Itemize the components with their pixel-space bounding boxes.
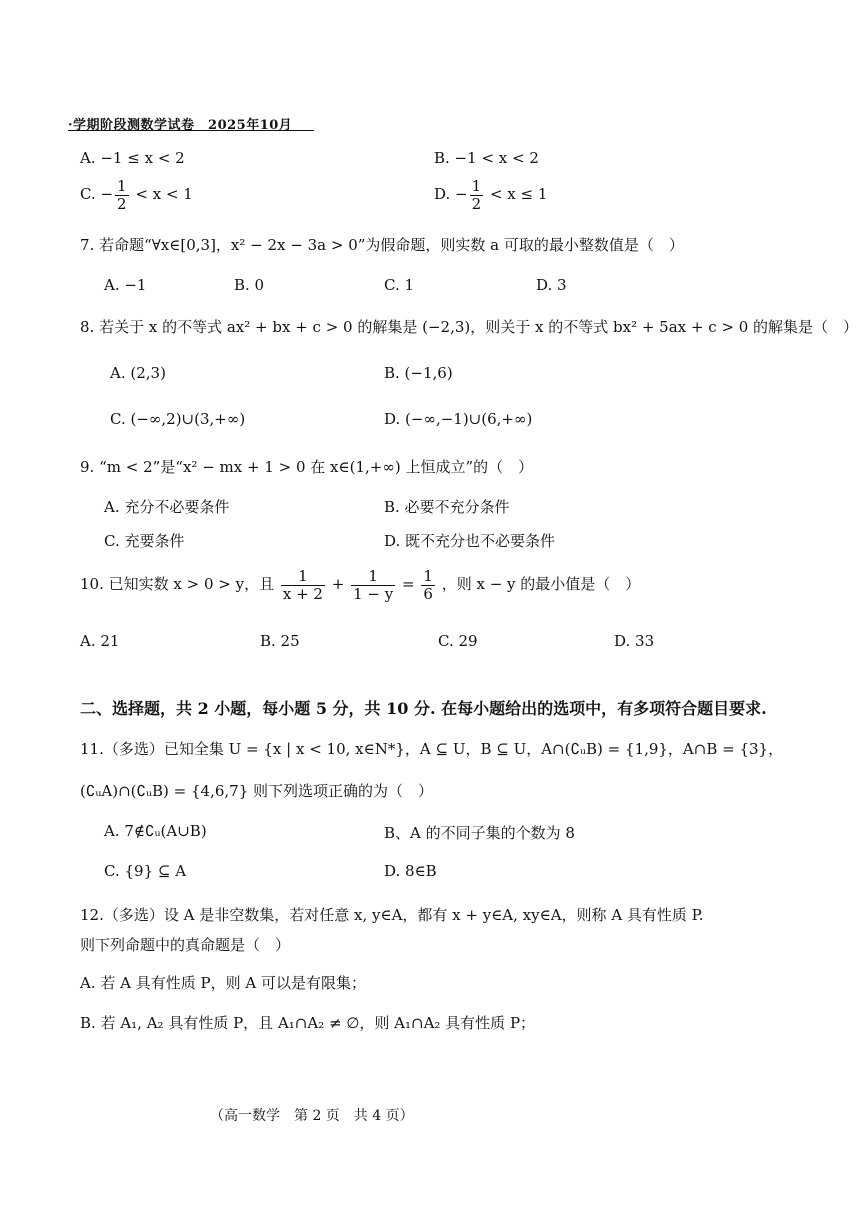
q7-option-a: A. −1	[104, 276, 147, 294]
q10-option-d: D. 33	[614, 632, 655, 650]
q10-option-c: C. 29	[438, 632, 478, 650]
q10-fraction-1	[281, 568, 325, 602]
q9-stem: 9. “m < 2”是“x² − mx + 1 > 0 在 x∈(1,+∞) 上恒成立”的（ ）	[80, 458, 534, 476]
q7-option-b: B. 0	[234, 276, 265, 294]
page-footer: （高一数学 第 2 页 共 4 页）	[210, 1108, 414, 1124]
q10-stem-suffix: ，则 x − y 的最小值是（ ）	[441, 575, 641, 593]
q7-option-c: C. 1	[384, 276, 415, 294]
q10-f3-denominator: 6	[423, 584, 433, 603]
q10-f3-numerator: 1	[423, 567, 433, 585]
q6-option-d	[434, 178, 547, 212]
header-underline	[68, 130, 314, 131]
q9-option-c: C. 充要条件	[104, 532, 185, 550]
q6-d-denominator: 2	[471, 194, 482, 213]
q10-stem-prefix: 10. 已知实数 x > 0 > y，且	[80, 575, 275, 593]
q7-option-d: D. 3	[536, 276, 567, 294]
q6-c-denominator: 2	[117, 194, 127, 213]
q10-fraction-3	[421, 568, 435, 602]
q9-option-b: B. 必要不充分条件	[384, 498, 510, 516]
q6-option-d-fraction	[470, 178, 484, 212]
q10-stem	[80, 568, 640, 602]
q8-option-d: D. (−∞,−1)∪(6,+∞)	[384, 410, 533, 428]
q12-option-b: B. 若 A₁, A₂ 具有性质 P，且 A₁∩A₂ ≠ ∅，则 A₁∩A₂ 具有性质 P；	[80, 1014, 536, 1032]
q8-stem: 8. 若关于 x 的不等式 ax² + bx + c > 0 的解集是 (−2,3)，则关于 x 的不等式 bx² + 5ax + c > 0 的解集是（ ）	[80, 318, 859, 336]
q11-stem-line2: (∁ᵤA)∩(∁ᵤB) = {4,6,7} 则下列选项正确的为（ ）	[80, 782, 434, 800]
q10-f2-numerator: 1	[351, 568, 395, 586]
q7-stem: 7. 若命题“∀x∈[0,3]，x² − 2x − 3a > 0”为假命题，则实数 a 可取的最小整数值是（ ）	[80, 236, 684, 254]
q10-f1-numerator: 1	[281, 568, 325, 586]
q6-d-numerator: 1	[471, 177, 482, 195]
exam-header: ·学期阶段测数学试卷 2025年10月	[68, 118, 293, 133]
q11-option-b: B、A 的不同子集的个数为 8	[384, 824, 575, 842]
q10-option-b: B. 25	[260, 632, 300, 650]
q6-option-d-prefix: D. −	[434, 185, 468, 203]
q6-option-c-suffix: < x < 1	[135, 185, 193, 203]
q6-option-b: B. −1 < x < 2	[434, 149, 539, 167]
q6-c-numerator: 1	[117, 177, 127, 195]
q12-stem-line1: 12.（多选）设 A 是非空数集，若对任意 x, y∈A，都有 x + y∈A, xy∈A，则称 A 具有性质 P.	[80, 906, 704, 924]
q11-option-d: D. 8∈B	[384, 862, 437, 880]
q10-f2-denominator: 1 − y	[353, 584, 394, 603]
q6-option-c-fraction	[115, 178, 129, 212]
q6-option-c-prefix: C. −	[80, 185, 114, 203]
q10-option-a: A. 21	[80, 632, 120, 650]
q10-f1-denominator: x + 2	[282, 584, 323, 603]
q8-option-c: C. (−∞,2)∪(3,+∞)	[110, 410, 246, 428]
q11-stem-line1: 11.（多选）已知全集 U = {x | x < 10, x∈N*}，A ⊆ U，B ⊆ U，A∩(∁ᵤB) = {1,9}，A∩B = {3}，	[80, 740, 784, 758]
q8-option-a: A. (2,3)	[110, 364, 166, 382]
q10-plus: +	[331, 575, 345, 593]
q10-equals: =	[402, 575, 415, 593]
q8-option-b: B. (−1,6)	[384, 364, 453, 382]
q12-option-a: A. 若 A 具有性质 P，则 A 可以是有限集；	[80, 974, 366, 992]
q9-option-d: D. 既不充分也不必要条件	[384, 532, 556, 550]
q9-option-a: A. 充分不必要条件	[104, 498, 230, 516]
q12-stem-line2: 则下列命题中的真命题是（ ）	[80, 936, 291, 954]
q6-option-d-suffix: < x ≤ 1	[489, 185, 548, 203]
q11-option-c: C. {9} ⊆ A	[104, 862, 187, 880]
section-2-heading: 二、选择题，共 2 小题，每小题 5 分，共 10 分. 在每小题给出的选项中，有多项符合题目要求.	[80, 699, 767, 718]
q10-fraction-2	[351, 568, 395, 602]
q11-option-a: A. 7∉∁ᵤ(A∪B)	[104, 822, 207, 840]
q6-option-c	[80, 178, 193, 212]
q6-option-a: A. −1 ≤ x < 2	[80, 149, 185, 167]
